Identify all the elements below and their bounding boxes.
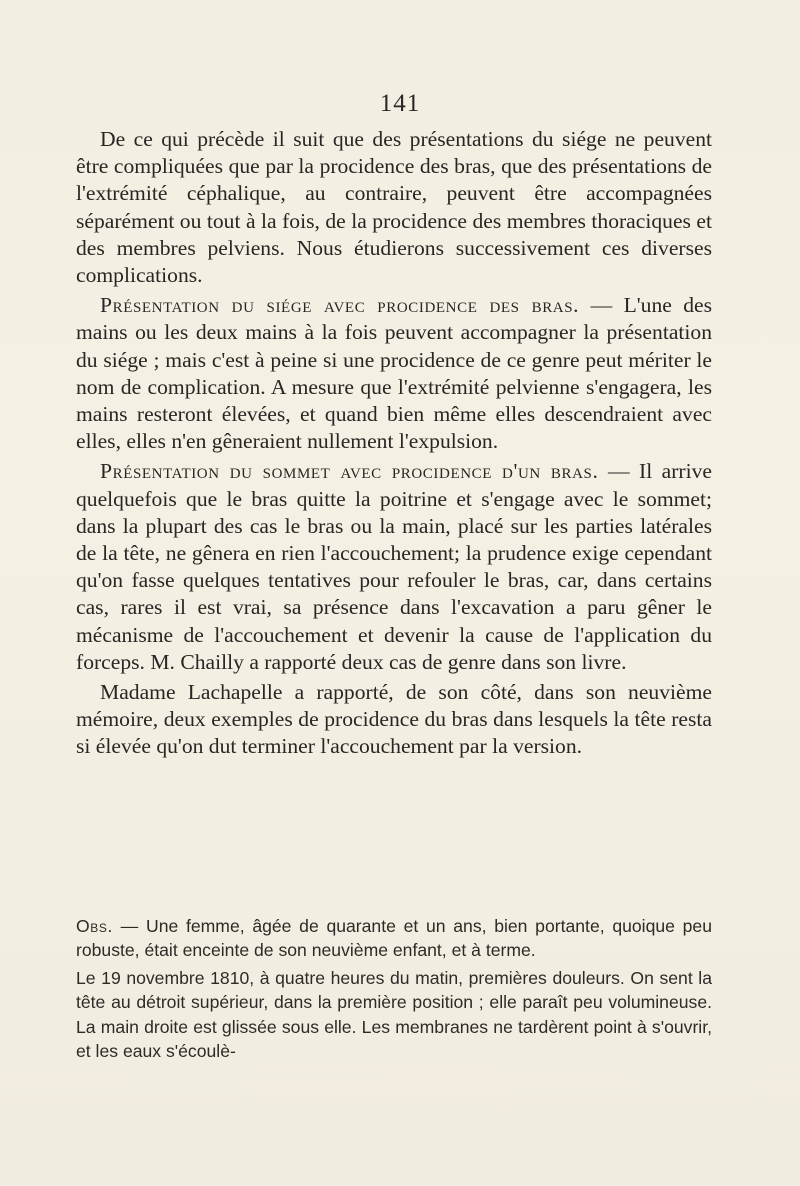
observation-paragraph-1 <box>76 914 712 963</box>
paragraph-intro: De ce qui précède il suit que des présentations du siége ne peuvent être compliquées que par la procidence des bras, que des présentations de l'extrémité céphalique, au contraire, peuvent être accompagnées séparément ou tout à la fois, de la procidence des membres thoraciques et des membres pelviens. Nous étudierons successivement ces diverses complications. <box>76 127 712 288</box>
observation-block <box>76 914 712 1066</box>
paragraph-breech-body: L'une des mains ou les deux mains à la fois peuvent accompagner la présentation du siége ; mais c'est à peine si une procidence de ce genre peut mériter le nom de complication. A mesure que l'extrémité pelvienne s'engagera, les mains resteront élevées, et quand bien même elles descendraient avec elles, elles n'en gêneraient nullement l'expulsion. <box>76 293 712 454</box>
observation-paragraph-2: Le 19 novembre 1810, à quatre heures du matin, premières douleurs. On sent la tête au détroit supérieur, dans la première position ; elle paraît peu volumineuse. La main droite est glissée sous elle. Les membranes ne tardèrent point à s'ouvrir, et les eaux s'écoulè- <box>76 967 712 1062</box>
section-heading-breech: Présentation du siége avec procidence des bras. <box>100 293 580 318</box>
main-text <box>76 126 712 764</box>
heading-dash: — <box>598 459 640 484</box>
paragraph-lachapelle: Madame Lachapelle a rapporté, de son côté, dans son neuvième mémoire, deux exemples de procidence du bras dans lesquels la tête resta si élevée qu'on dut terminer l'accouchement par la version. <box>76 680 712 759</box>
observation-text-1: Une femme, âgée de quarante et un ans, bien portante, quoique peu robuste, était enceinte de son neuvième enfant, et à terme. <box>76 916 712 961</box>
heading-dash: — <box>579 293 624 318</box>
paragraph-vertex-body: Il arrive quelquefois que le bras quitte la poitrine et s'engage avec le sommet; dans la plupart des cas le bras ou la main, placé sur les parties latérales de la tête, ne gênera en rien l'accouchement; la prudence exige cependant qu'on fasse quelques tentatives pour refouler le bras, car, dans certains cas, rares il est vrai, sa présence dans l'excavation a paru gêner le mécanisme de l'accouchement et devenir la cause de l'application du forceps. M. Chailly a rapporté deux cas de genre dans son livre. <box>76 459 713 674</box>
paragraph-breech-presentation <box>76 292 712 455</box>
observation-dash: — <box>112 916 146 936</box>
page-number: 141 <box>379 90 421 117</box>
paragraph-vertex-presentation <box>76 458 712 676</box>
observation-label: Obs. <box>76 916 113 936</box>
section-heading-vertex: Présentation du sommet avec procidence d'un bras. <box>100 459 599 484</box>
